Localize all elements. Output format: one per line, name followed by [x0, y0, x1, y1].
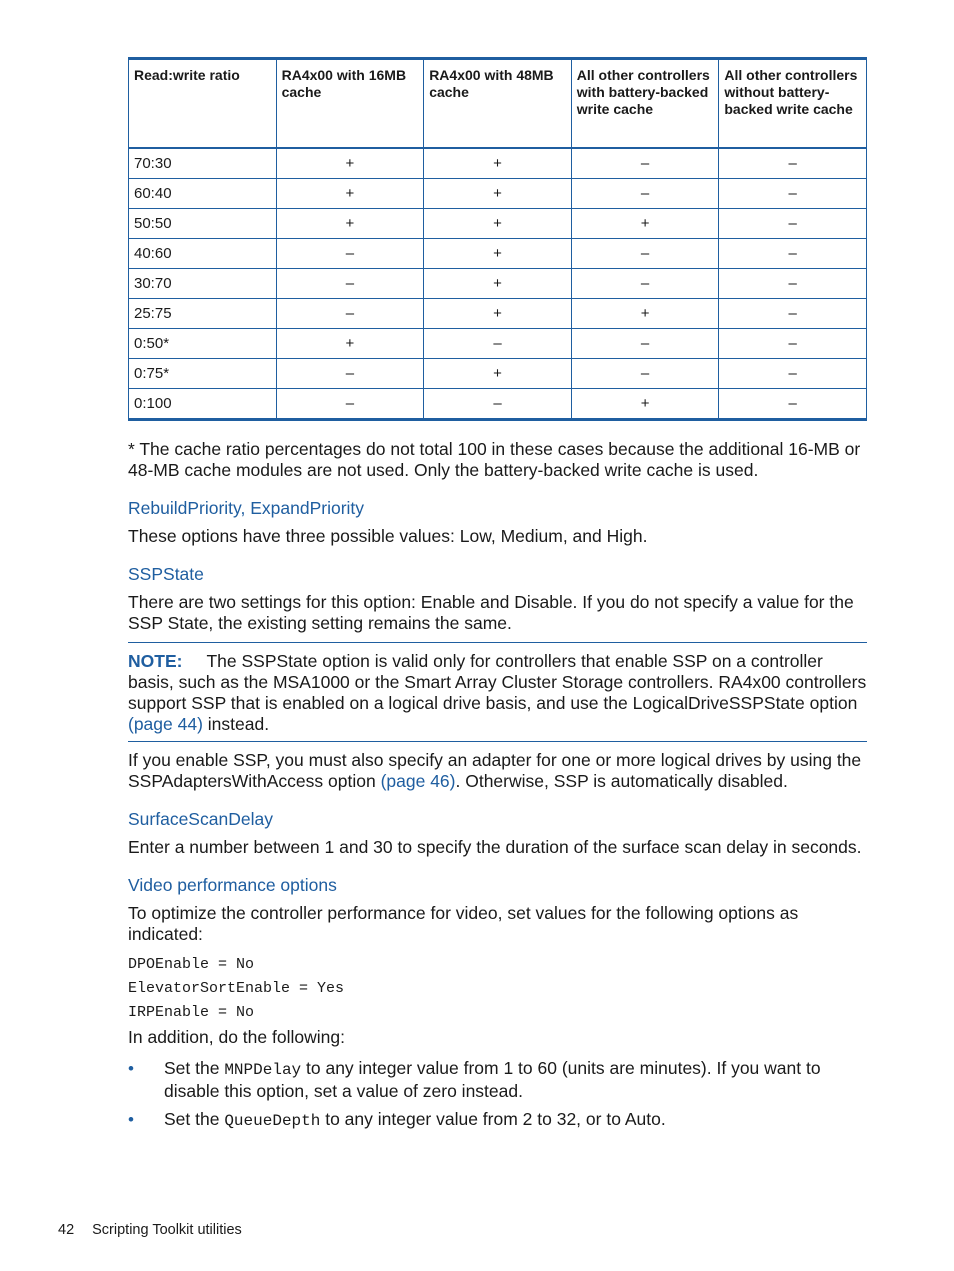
- table-cell: +: [424, 239, 572, 269]
- list-item: [128, 1058, 867, 1102]
- table-row: [129, 329, 867, 359]
- table-cell: –: [571, 269, 719, 299]
- cache-ratio-table: [128, 57, 867, 421]
- heading-sspstate: SSPState: [128, 564, 204, 584]
- code-line-elevatorsort: ElevatorSortEnable = Yes: [128, 980, 345, 997]
- table-row: [129, 179, 867, 209]
- page-number: 42: [58, 1222, 75, 1238]
- code-queuedepth: QueueDepth: [224, 1112, 321, 1130]
- footer-title: Scripting Toolkit utilities: [92, 1222, 242, 1238]
- table-cell: –: [719, 359, 867, 389]
- rebuild-priority-text: These options have three possible values: Low, Medium, and High.: [128, 526, 648, 546]
- table-cell: +: [571, 299, 719, 329]
- heading-surface-scan-delay: SurfaceScanDelay: [128, 809, 273, 829]
- table-cell: –: [276, 239, 424, 269]
- bullet-list: [128, 1058, 867, 1132]
- table-cell: 0:75*: [129, 359, 277, 389]
- code-line-dpoenable: DPOEnable = No: [128, 956, 255, 973]
- table-cell: +: [276, 329, 424, 359]
- table-cell: –: [719, 299, 867, 329]
- table-row: [129, 209, 867, 239]
- ssp-adapters-paragraph: [128, 750, 867, 792]
- addition-text: In addition, do the following:: [128, 1027, 345, 1047]
- note-box: [128, 642, 867, 742]
- heading-video-performance: Video performance options: [128, 875, 337, 895]
- table-cell: 60:40: [129, 179, 277, 209]
- table-cell: –: [276, 269, 424, 299]
- page-content: [128, 57, 867, 1139]
- bullet-post: to any integer value from 2 to 32, or to Auto.: [320, 1109, 666, 1129]
- video-performance-text: To optimize the controller performance for video, set values for the following options as indicated:: [128, 903, 799, 944]
- bullet-icon: •: [128, 1059, 134, 1078]
- table-footnote: * The cache ratio percentages do not total 100 in these cases because the additional 16-MB or 48-MB cache modules are not used. Only the battery-backed write cache is used.: [128, 439, 861, 480]
- table-cell: 0:100: [129, 389, 277, 420]
- table-cell: –: [424, 389, 572, 420]
- table-cell: +: [424, 359, 572, 389]
- table-cell: +: [424, 299, 572, 329]
- page-footer: [58, 1222, 242, 1238]
- table-cell: 70:30: [129, 148, 277, 179]
- table-row: [129, 299, 867, 329]
- table-cell: –: [424, 329, 572, 359]
- header-other-without-bbwc: All other controllers without battery-backed write cache: [719, 59, 867, 149]
- table-cell: +: [276, 209, 424, 239]
- table-cell: +: [424, 179, 572, 209]
- table-cell: –: [719, 269, 867, 299]
- page-46-link[interactable]: (page 46): [380, 771, 456, 791]
- page-44-link[interactable]: (page 44): [128, 714, 203, 734]
- table-row: [129, 239, 867, 269]
- table-cell: +: [276, 148, 424, 179]
- table-cell: –: [571, 179, 719, 209]
- table-cell: 0:50*: [129, 329, 277, 359]
- table-cell: –: [719, 389, 867, 420]
- bullet-pre: Set the: [164, 1058, 225, 1078]
- code-block: [128, 953, 867, 1025]
- table-row: [129, 389, 867, 420]
- code-mnpdelay: MNPDelay: [224, 1061, 302, 1079]
- header-ra4x00-16mb: RA4x00 with 16MB cache: [276, 59, 424, 149]
- table-cell: +: [571, 389, 719, 420]
- table-cell: +: [571, 209, 719, 239]
- table-cell: 50:50: [129, 209, 277, 239]
- bullet-pre: Set the: [164, 1109, 225, 1129]
- ssp-adapters-tail: . Otherwise, SSP is automatically disabled.: [455, 771, 788, 791]
- table-row: [129, 269, 867, 299]
- table-cell: +: [424, 269, 572, 299]
- table-cell: –: [571, 359, 719, 389]
- list-item: [128, 1109, 867, 1132]
- table-cell: –: [719, 329, 867, 359]
- sspstate-text: There are two settings for this option: Enable and Disable. If you do not specify a value for the SSP State, the existing setting remains the same.: [128, 592, 854, 633]
- table-header-row: [129, 59, 867, 149]
- table-cell: –: [571, 148, 719, 179]
- header-other-with-bbwc: All other controllers with battery-backed write cache: [571, 59, 719, 149]
- table-cell: –: [719, 239, 867, 269]
- heading-rebuild-priority: RebuildPriority, ExpandPriority: [128, 498, 365, 518]
- table-cell: –: [571, 329, 719, 359]
- table-row: [129, 359, 867, 389]
- bullet-post: to any integer value from 1 to 60 (units are minutes). If you want to disable this option, set a value of zero instead.: [164, 1058, 821, 1101]
- table-cell: –: [276, 389, 424, 420]
- table-cell: –: [719, 209, 867, 239]
- ssp-adapters-text: If you enable SSP, you must also specify an adapter for one or more logical drives by using the SSPAdaptersWithAccess option: [128, 750, 862, 791]
- table-cell: –: [276, 299, 424, 329]
- header-ra4x00-48mb: RA4x00 with 48MB cache: [424, 59, 572, 149]
- table-cell: +: [276, 179, 424, 209]
- table-cell: 30:70: [129, 269, 277, 299]
- table-row: [129, 148, 867, 179]
- header-read-write-ratio: Read:write ratio: [129, 59, 277, 149]
- code-line-irpenable: IRPEnable = No: [128, 1004, 255, 1021]
- note-text: The SSPState option is valid only for controllers that enable SSP on a controller basis, such as the MSA1000 or the Smart Array Cluster Storage controllers. RA4x00 controllers support SSP that is enabled on a logical drive basis, and use the LogicalDriveSSPState option: [128, 651, 867, 713]
- table-cell: –: [719, 148, 867, 179]
- table-cell: –: [719, 179, 867, 209]
- table-cell: –: [571, 239, 719, 269]
- table-cell: –: [276, 359, 424, 389]
- surface-scan-text: Enter a number between 1 and 30 to specify the duration of the surface scan delay in seconds.: [128, 837, 862, 857]
- table-cell: +: [424, 209, 572, 239]
- bullet-icon: •: [128, 1110, 134, 1129]
- note-label: NOTE:: [128, 651, 183, 671]
- table-cell: 40:60: [129, 239, 277, 269]
- table-cell: +: [424, 148, 572, 179]
- table-cell: 25:75: [129, 299, 277, 329]
- note-paragraph: [128, 651, 867, 735]
- note-tail: instead.: [202, 714, 270, 734]
